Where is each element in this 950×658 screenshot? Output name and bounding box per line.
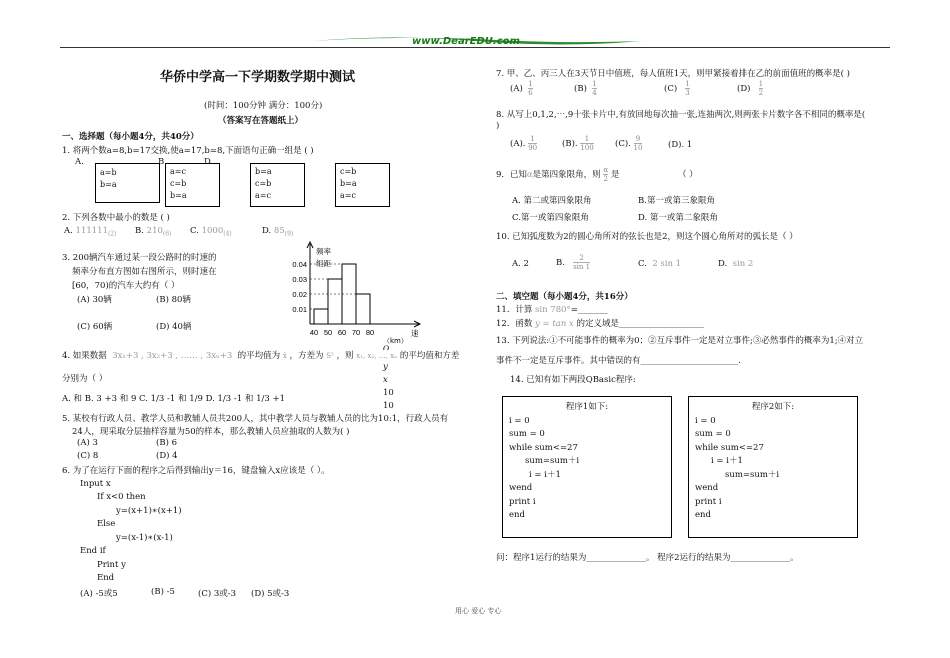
y-tick-label: 0.03	[292, 275, 307, 284]
q3-line-3: [60，70)的汽车大约有（ ）	[72, 281, 180, 291]
y-tick-label: 0.01	[292, 305, 307, 314]
q2-b-label: B.	[135, 226, 144, 236]
q6-code-6: End if	[80, 546, 106, 556]
p1-line-2: sum = 0	[509, 429, 545, 439]
q1-label-a: A.	[75, 157, 84, 167]
x-tick-label: 80	[365, 328, 375, 337]
q8-stem: 8. 从写上0,1,2,⋯,9十张卡片中,有放回地每次抽一张,连抽两次,则两张卡片数字各不相同的概率是(	[496, 110, 866, 120]
q2-d-value: 85	[273, 226, 285, 236]
program-2-box	[688, 396, 858, 538]
q2-b-base: (6)	[162, 230, 172, 238]
q7-option-b	[574, 80, 597, 97]
program-2-title: 程序2如下:	[751, 402, 795, 412]
q9-stem: 9．已知α是第四象限角，则 $\frac{\alpha}{2}$ 是 （ ）	[496, 166, 698, 183]
q2-d-base: (9)	[284, 230, 294, 238]
q7-b-label: (B)	[574, 84, 587, 94]
p2-line-1: i = 0	[695, 415, 716, 426]
q1-stem: 1. 将两个数a=8,b=17交换,使a=17,b=8,下面语句正确一组是 ( )	[62, 146, 314, 156]
q1-d-line-1: c=b	[340, 167, 357, 176]
p2-line-7: print i	[695, 496, 722, 507]
q4-line-1: 4. 如果数据 3x₁+3 , 3x₂+3 , …… , 3xₙ+3 的平均值为 x̄ ，方差为 S² ，则 x₁, x₂, …, xₙ 的平均值和方差	[62, 351, 460, 361]
q2-stem: 2. 下列各数中最小的数是 ( )	[62, 213, 170, 223]
q2-a-label: A.	[64, 226, 73, 236]
q3-option-b: (B) 80辆	[156, 295, 191, 305]
section-2-title: 二、填空题（每小题4分，共16分）	[496, 292, 633, 302]
q7-d-num: 1	[758, 80, 764, 88]
q7-a-label: (A)	[510, 84, 523, 94]
q4-var-text: ，方差为	[289, 351, 324, 361]
q11-prefix: 11．计算	[496, 305, 533, 315]
q7-d-label: (D)	[737, 84, 751, 94]
q9-option-b: B.第一或第三象限角	[638, 196, 715, 206]
q5-option-d: (D) 4	[156, 451, 178, 461]
q4-stray-y: y	[383, 362, 388, 372]
q8-option-b	[562, 135, 594, 152]
q3-option-a: (A) 30辆	[77, 295, 112, 305]
q1-c-line-2: c=b	[255, 179, 272, 188]
q12-blank: 的定义域是____________________	[576, 319, 705, 329]
q10-option-d	[718, 259, 753, 269]
y-label-top: 频率	[316, 247, 331, 256]
q14-stem: 14. 已知有如下两段QBasic程序:	[510, 375, 636, 385]
q10-option-b	[556, 254, 590, 271]
q9-option-a: A. 第二或第四象限角	[512, 196, 592, 206]
q5-option-a: (A) 3	[77, 438, 98, 448]
q7-c-label: (C)	[664, 84, 678, 94]
q2-d-label: D.	[262, 226, 272, 236]
q7-a-num: 1	[528, 80, 533, 88]
q7-c-frac	[685, 80, 689, 97]
q6-code-2: If x<0 then	[97, 492, 146, 502]
q7-d-den: 2	[758, 89, 764, 97]
q5-option-c: (C) 8	[77, 451, 99, 461]
x-tick-label: 70	[351, 328, 361, 337]
q1-b-line-3: b=a	[170, 191, 187, 200]
q4-then-text: ，则	[336, 351, 354, 361]
q9-paren: （ ）	[678, 170, 698, 180]
q3-line-1: 3. 200辆汽车通过某一段公路时的时速的	[62, 253, 217, 263]
p1-line-1: i = 0	[509, 415, 530, 426]
q8-option-d: (D). 1	[668, 140, 693, 150]
q7-option-c	[664, 80, 690, 97]
q6-code-5: y=(x-1)∗(x-1)	[116, 533, 173, 543]
q1-d-line-2: b=a	[340, 179, 357, 188]
q5-line-1: 5. 某校有行政人员、教学人员和教辅人员共200人，其中教学人员与教辅人员的比为10:1，行政人员有	[62, 414, 449, 424]
q1-label-d: D.	[204, 157, 214, 167]
q9-option-d: D. 第一或第二象限角	[638, 213, 718, 223]
q6-code-7: Print y	[97, 560, 126, 570]
q7-b-den: 4	[592, 89, 597, 97]
q9-frac: $\frac{\alpha}{2}$	[603, 166, 609, 183]
p2-line-8: end	[695, 510, 711, 520]
q9-shi: 是	[610, 170, 620, 180]
q9-middle: 是第四象限角，则	[532, 170, 601, 180]
q10-option-c	[638, 259, 681, 269]
q1-box-b	[165, 163, 220, 207]
q7-c-den: 3	[685, 89, 690, 97]
x-tick-label: 60	[337, 328, 347, 337]
q4-options: A. 和 B. 3 +3 和 9 C. 1/3 -1 和 1/9 D. 1/3 -1 和 1/3 +1	[62, 394, 285, 404]
x-tick-label: 40	[309, 328, 319, 337]
q11	[496, 303, 608, 315]
p2-line-6: wend	[695, 483, 719, 493]
q8-b-label: (B).	[562, 139, 578, 149]
q1-box-a	[95, 163, 160, 203]
page-title: 华侨中学高一下学期数学期中测试	[160, 70, 356, 85]
q8-a-frac	[528, 135, 537, 152]
program-1-title: 程序1如下:	[565, 402, 609, 412]
q6-code-8: End	[97, 573, 115, 583]
q2-b-value: 210	[146, 226, 163, 236]
exam-time: (时间：100分钟 满分：100分)	[204, 101, 323, 111]
q12-expr: y = tan x	[535, 319, 574, 329]
x-label: 速	[411, 329, 419, 338]
q4-stray-x: x	[383, 375, 388, 385]
q3-option-d: (D) 40辆	[156, 322, 192, 332]
q7-a-frac	[528, 80, 532, 97]
q4-tail: 的平均值和方差	[399, 351, 460, 361]
q6-option-c: (C) 3或-3	[198, 589, 237, 599]
q6-code-3: y=(x+1)∗(x+1)	[116, 506, 182, 516]
q11-blank: =_______	[570, 305, 608, 315]
q7-a-den: 6	[528, 89, 533, 97]
p1-line-5: i = i＋1	[529, 469, 561, 480]
q10-b-frac: $\frac{2}{\sin 1}$	[573, 254, 591, 271]
q2-a-base: (2)	[108, 230, 117, 238]
p1-line-3: while sum<=27	[509, 442, 578, 453]
q2-option-b	[135, 226, 171, 238]
q7-option-d	[737, 80, 763, 97]
q1-c-line-3: a=c	[255, 191, 271, 200]
q4-stray-10b: 10	[383, 401, 394, 411]
q3-line-2: 频率分布直方图如右图所示，则时速在	[72, 267, 217, 277]
q7-c-num: 1	[685, 80, 690, 88]
q6-option-b: (B) -5	[151, 587, 175, 597]
q1-b-line-1: a=c	[170, 167, 186, 176]
q10-option-a: A. 2	[512, 259, 529, 269]
site-url[interactable]: www.DearEDU.com	[412, 36, 520, 47]
q6-code-4: Else	[97, 519, 116, 529]
p2-line-2: sum = 0	[695, 429, 731, 439]
q2-a-value: 111111	[75, 226, 108, 236]
y-label-bottom: 组距	[316, 259, 331, 268]
answer-note: （答案写在答题纸上）	[218, 116, 304, 126]
q8-a-num: 1	[528, 135, 537, 144]
q1-label-b: B.	[158, 157, 167, 167]
q8-b-den: 100	[580, 144, 594, 152]
q6-stem: 6. 为了在运行下面的程序之后得到输出y＝16，键盘输入x应该是（ ）。	[62, 466, 330, 476]
q1-d-line-3: a=c	[340, 191, 356, 200]
program-1-box	[502, 396, 672, 538]
x-tick-label: 50	[323, 328, 333, 337]
p2-line-5: sum=sum＋i	[725, 469, 780, 480]
q1-a-line-2: b=a	[100, 180, 117, 189]
q1-box-c	[250, 163, 305, 207]
q1-a-line-1: a=b	[100, 168, 117, 177]
q9-option-c: C.第一或第四象限角	[512, 213, 589, 223]
q2-c-label: C.	[190, 226, 199, 236]
p1-line-6: wend	[509, 483, 533, 493]
q10-b-label: B.	[556, 258, 565, 268]
q13-line-1: 13. 下列说法:①不可能事件的概率为0；②互斥事件一定是对立事件;③必然事件的概率为1;④对立	[496, 336, 864, 346]
q8-b-num: 1	[580, 135, 593, 144]
p1-line-7: print i	[509, 496, 536, 507]
q9-prefix: 9．已知	[496, 170, 527, 180]
q1-b-line-2: c=b	[170, 179, 187, 188]
q2-option-c	[190, 226, 232, 238]
q2-option-a	[64, 226, 117, 238]
q10-c-label: C.	[638, 259, 647, 269]
q10-stem: 10. 已知弧度数为2的圆心角所对的弦长也是2，则这个圆心角所对的弧长是（ ）	[496, 232, 798, 242]
footer-motto: 用心 爱心 专心	[455, 607, 502, 615]
histogram-chart	[280, 240, 425, 350]
histogram-bar	[328, 279, 342, 324]
origin-label: O	[383, 344, 390, 350]
q4-stray-10a: 10	[383, 388, 394, 398]
x-unit: （km）	[383, 337, 408, 345]
y-tick-label: 0.04	[292, 260, 307, 269]
q6-option-a: (A) -5或5	[80, 589, 118, 599]
q7-d-frac	[759, 80, 763, 97]
q8-c-den: 10	[633, 144, 643, 152]
q7-option-a	[510, 80, 533, 97]
q14-question: 问：程序1运行的结果为______________。 程序2运行的结果为______________。	[496, 553, 799, 563]
p1-line-8: end	[509, 510, 525, 520]
p2-line-3: while sum<=27	[695, 442, 764, 453]
q6-option-d: (D) 5或-3	[251, 589, 290, 599]
q7-stem: 7. 甲、乙、丙三人在3天节日中值班，每人值班1天，则甲紧接着排在乙的前面值班的概率是( )	[496, 69, 850, 79]
q8-b-frac	[580, 135, 593, 152]
q10-d-value: sin 2	[732, 259, 754, 269]
q12	[496, 317, 704, 329]
q8-a-den: 90	[528, 144, 538, 152]
q2-c-base: (4)	[223, 230, 232, 238]
histogram-bar	[342, 264, 356, 324]
q8-c-frac	[634, 135, 643, 152]
q4-line-2: 分别为（ ）	[62, 374, 108, 384]
section-1-title: 一、选择题（每小题4分，共40分）	[62, 132, 199, 142]
q4-prefix: 4. 如果数据	[62, 351, 107, 361]
q1-c-line-1: b=a	[255, 167, 272, 176]
q8-close: )	[496, 121, 500, 131]
q10-d-label: D.	[718, 259, 728, 269]
q11-expr: sin 780°	[535, 305, 571, 315]
q12-prefix: 12．函数	[496, 319, 533, 329]
q8-a-label: (A).	[510, 139, 526, 149]
q10-b-den: sin 1	[573, 263, 591, 271]
q8-option-c	[615, 135, 642, 152]
q5-line-2: 24人，现采取分层抽样容量为50的样本，那么教辅人员应抽取的人数为( )	[72, 427, 350, 437]
q7-b-frac	[592, 80, 596, 97]
q8-c-num: 9	[634, 135, 643, 144]
histogram-bar	[314, 309, 328, 324]
y-tick-label: 0.02	[292, 290, 307, 299]
q13-line-2: 事件不一定是互斥事件。其中错误的有_______________________.	[496, 356, 741, 366]
q1-box-d	[335, 163, 390, 207]
q7-b-num: 1	[592, 80, 597, 88]
p1-line-4: sum=sum＋i	[525, 456, 580, 466]
q8-c-label: (C).	[615, 139, 631, 149]
q2-option-d	[262, 226, 293, 238]
histogram-bar	[356, 294, 370, 324]
p2-line-4: i = i＋1	[711, 456, 743, 466]
q10-c-value: 2 sin 1	[652, 259, 682, 269]
q6-code-1: Input x	[80, 479, 111, 489]
q2-c-value: 1000	[201, 226, 224, 236]
q8-option-a	[510, 135, 537, 152]
q4-mean-text: 的平均值为	[237, 351, 281, 361]
q5-option-b: (B) 6	[156, 438, 177, 448]
q3-option-c: (C) 60辆	[77, 322, 113, 332]
